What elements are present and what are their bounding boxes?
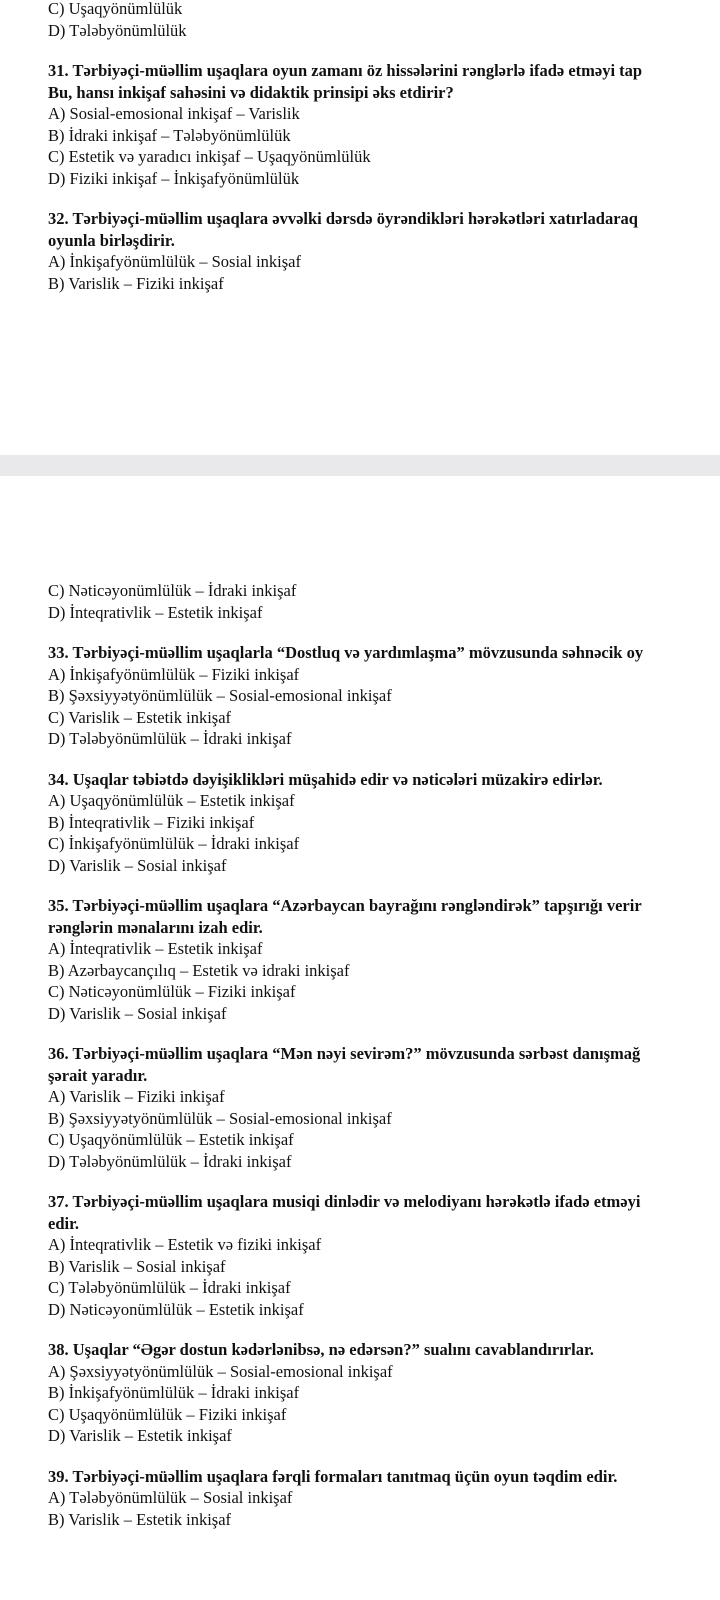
answer-option: C) Estetik və yaradıcı inkişaf – Uşaqyönümlülük [48,147,371,166]
question-block [48,1466,720,1531]
answer-option: A) Şəxsiyyətyönümlülük – Sosial-emosional inkişaf [48,1361,393,1381]
answer-option: A) İnkişafyönümlülük – Sosial inkişaf [48,252,301,271]
answer-option: C) İnkişafyönümlülük – İdraki inkişaf [48,834,300,853]
answer-option: B) İnteqrativlik – Fiziki inkişaf [48,812,255,832]
question-text: 35. Tərbiyəçi-müəllim uşaqlara “Azərbaycan bayrağını rəngləndirək” tapşırığı verir [48,896,642,915]
answer-option: D) Varislik – Sosial inkişaf [48,1003,227,1023]
answer-option: D) Nəticəyonümlülük – Estetik inkişaf [48,1299,304,1319]
question-text: 32. Tərbiyəçi-müəllim uşaqlara əvvəlki dərsdə öyrəndikləri hərəkətləri xatırladaraq [48,209,638,228]
question-block [48,769,720,877]
question-text: şərait yaradır. [48,1065,148,1085]
answer-option: D) İnteqrativlik – Estetik inkişaf [48,602,263,622]
answer-option: B) İnkişafyönümlülük – İdraki inkişaf [48,1383,300,1402]
question-text: edir. [48,1213,80,1233]
answer-option: A) İnkişafyönümlülük – Fiziki inkişaf [48,664,300,684]
question-text: 36. Tərbiyəçi-müəllim uşaqlara “Mən nəyi sevirəm?” mövzusunda sərbəst danışmağ [48,1044,641,1063]
document-page-top [0,0,720,455]
continued-options [48,580,720,623]
answer-option: A) İnteqrativlik – Estetik inkişaf [48,939,263,958]
question-block [48,60,720,189]
question-text: 33. Tərbiyəçi-müəllim uşaqlarla “Dostluq və yardımlaşma” mövzusunda səhnəcik oy [48,643,644,662]
answer-option: B) Şəxsiyyətyönümlülük – Sosial-emosional inkişaf [48,1108,392,1128]
question-text: 37. Tərbiyəçi-müəllim uşaqlara musiqi dinlədir və melodiyanı hərəkətlə ifadə etməyi [48,1192,641,1211]
answer-option: C) Nəticəyonümlülük – Fiziki inkişaf [48,982,296,1001]
question-text: oyunla birləşdirir. [48,230,175,250]
question-block [48,642,720,750]
question-block [48,1339,720,1447]
question-text: 39. Tərbiyəçi-müəllim uşaqlara fərqli formaları tanıtmaq üçün oyun təqdim edir. [48,1466,618,1486]
answer-option: D) Tələbyönümlülük [48,20,187,40]
answer-option: C) Uşaqyönümlülük – Estetik inkişaf [48,1130,294,1149]
question-text: 34. Uşaqlar təbiətdə dəyişiklikləri müşahidə edir və nəticələri müzakirə edirlər. [48,769,603,789]
question-block [48,208,720,294]
answer-option: B) İdraki inkişaf – Tələbyönümlülük [48,125,291,145]
answer-option: C) Tələbyönümlülük – İdraki inkişaf [48,1278,291,1297]
answer-option: D) Tələbyönümlülük – İdraki inkişaf [48,729,292,748]
answer-option: A) Uşaqyönümlülük – Estetik inkişaf [48,791,295,810]
question-text: Bu, hansı inkişaf sahəsini və didaktik prinsipi əks etdirir? [48,82,454,102]
answer-option: C) Uşaqyönümlülük – Fiziki inkişaf [48,1404,287,1424]
answer-option: C) Varislik – Estetik inkişaf [48,707,232,727]
answer-option: D) Varislik – Estetik inkişaf [48,1426,232,1445]
document-page-bottom [0,476,720,1600]
answer-option: A) Tələbyönümlülük – Sosial inkişaf [48,1488,293,1507]
answer-option: C) Uşaqyönümlülük [48,0,183,18]
page-separator [0,455,720,476]
answer-option: D) Tələbyönümlülük – İdraki inkişaf [48,1151,292,1171]
answer-option: B) Şəxsiyyətyönümlülük – Sosial-emosional inkişaf [48,686,392,705]
answer-option: B) Azərbaycançılıq – Estetik və idraki inkişaf [48,960,350,980]
page-content [48,0,720,313]
question-block [48,1043,720,1172]
question-block [48,1191,720,1320]
question-block [48,895,720,1024]
answer-option: C) Nəticəyonümlülük – İdraki inkişaf [48,581,297,600]
answer-option: B) Varislik – Estetik inkişaf [48,1509,232,1529]
answer-option: A) İnteqrativlik – Estetik və fiziki inkişaf [48,1235,322,1254]
question-text: 31. Tərbiyəçi-müəllim uşaqlara oyun zamanı öz hissələrini rənglərlə ifadə etməyi tap [48,61,643,80]
question-text: rənglərin mənalarını izah edir. [48,917,263,937]
answer-option: D) Fiziki inkişaf – İnkişafyönümlülük [48,168,300,188]
continued-options [48,0,720,41]
answer-option: B) Varislik – Fiziki inkişaf [48,273,224,293]
answer-option: A) Varislik – Fiziki inkişaf [48,1087,225,1106]
question-text: 38. Uşaqlar “Əgər dostun kədərlənibsə, nə edərsən?” sualını cavablandırırlar. [48,1340,594,1359]
page-content [48,580,720,1549]
answer-option: D) Varislik – Sosial inkişaf [48,855,227,875]
answer-option: A) Sosial-emosional inkişaf – Varislik [48,104,300,123]
answer-option: B) Varislik – Sosial inkişaf [48,1256,226,1276]
